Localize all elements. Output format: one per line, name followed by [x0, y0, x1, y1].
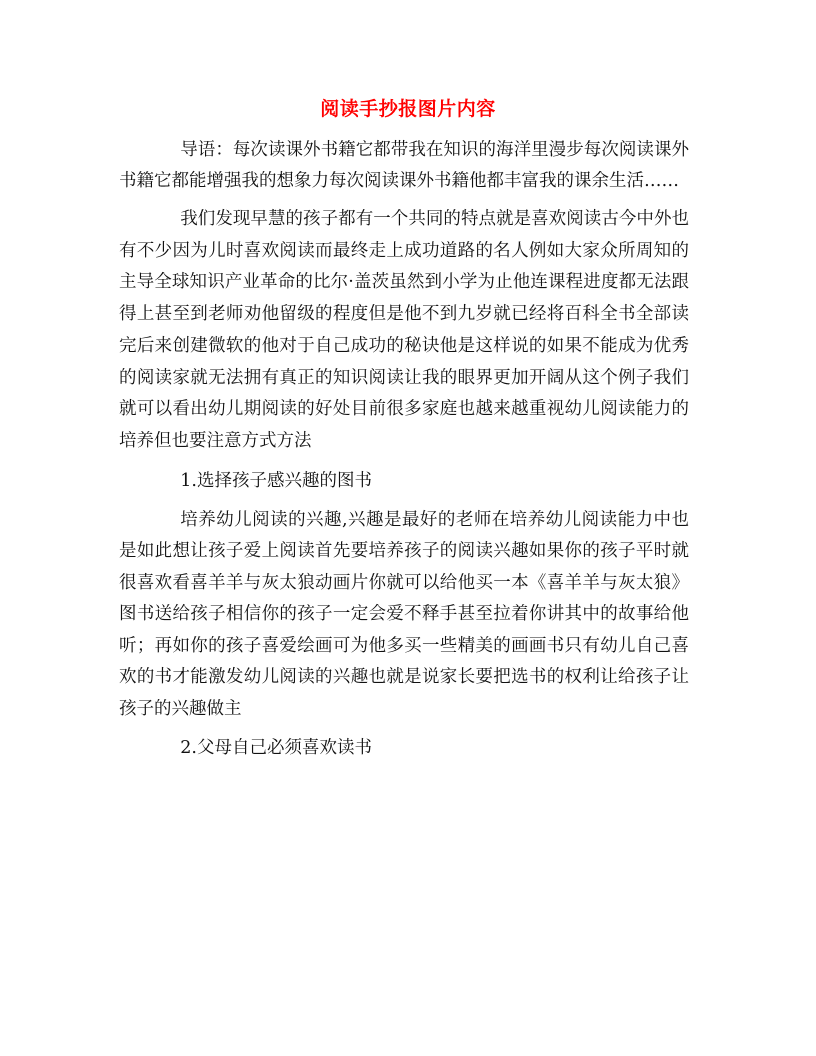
intro-paragraph: 导语：每次读课外书籍它都带我在知识的海洋里漫步每次阅读课外书籍它都能增强我的想象力每次阅读课外书籍他都丰富我的课余生活……	[119, 140, 689, 191]
body-paragraph: 培养幼儿阅读的兴趣,兴趣是最好的老师在培养幼儿阅读能力中也是如此想让孩子爱上阅读首先要培养孩子的阅读兴趣如果你的孩子平时就很喜欢看喜羊羊与灰太狼动画片你就可以给他买一本《喜羊羊与灰太狼》图书送给孩子相信你的孩子一定会爱不释手甚至拉着你讲其中的故事给他听；再如你的孩子喜爱绘画可为他多买一些精美的画画书只有幼儿自己喜欢的书才能激发幼儿阅读的兴趣也就是说家长要把选书的权利让给孩子让孩子的兴趣做主	[119, 509, 689, 719]
document-title: 阅读手抄报图片内容	[320, 98, 496, 120]
section-heading-1: 1.选择孩子感兴趣的图书	[180, 470, 372, 491]
section-heading-2: 2.父母自己必须喜欢读书	[180, 738, 372, 759]
document-body	[119, 135, 689, 764]
body-paragraph: 我们发现早慧的孩子都有一个共同的特点就是喜欢阅读古今中外也有不少因为儿时喜欢阅读而最终走上成功道路的名人例如大家众所周知的主导全球知识产业革命的比尔·盖茨虽然到小学为止他连课程进度都无法跟得上甚至到老师劝他留级的程度但是他不到九岁就已经将百科全书全部读完后来创建微软的他对于自己成功的秘诀他是这样说的如果不能成为优秀的阅读家就无法拥有真正的知识阅读让我的眼界更加开阔从这个例子我们就可以看出幼儿期阅读的好处目前很多家庭也越来越重视幼儿阅读能力的培养但也要注意方式方法	[119, 209, 689, 451]
